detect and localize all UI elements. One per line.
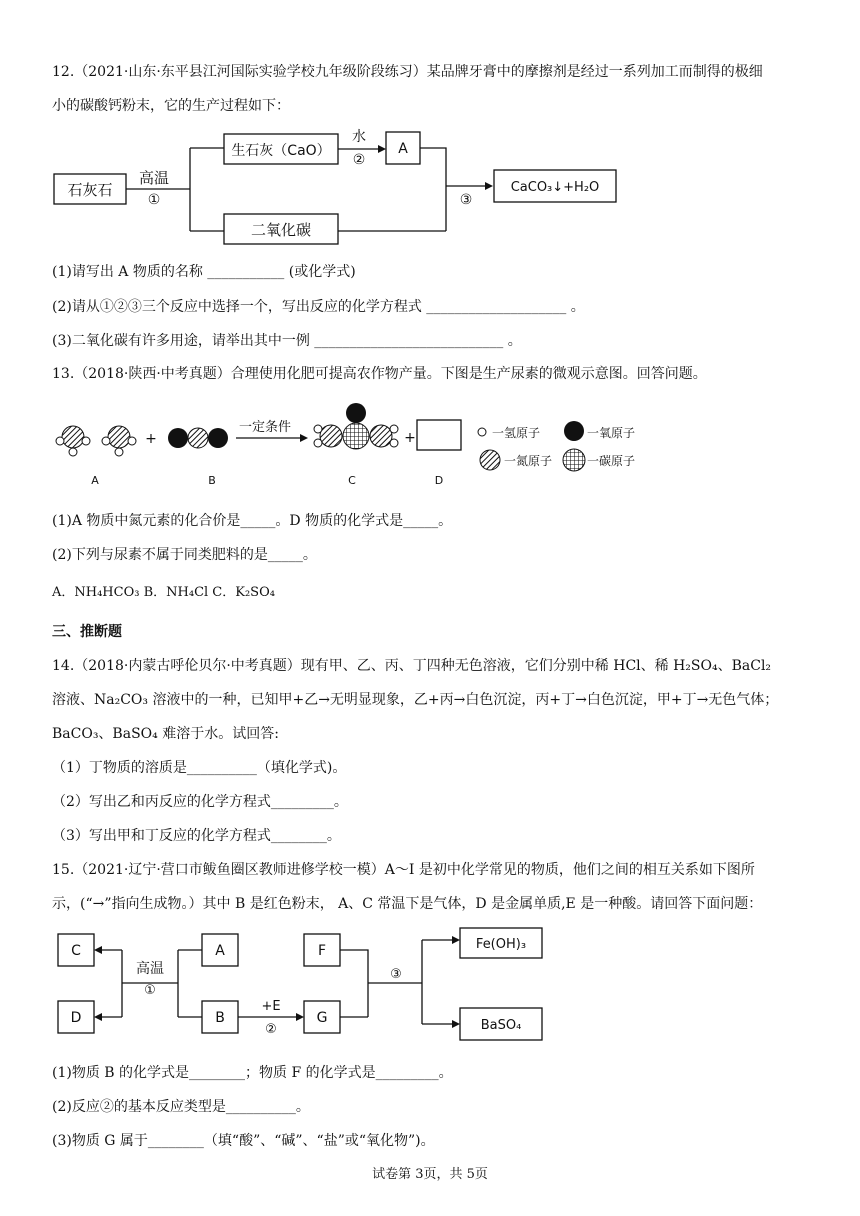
co2-label: 二氧化碳 — [250, 221, 312, 239]
svg-text:D: D — [70, 1010, 82, 1026]
condition-label: 一定条件 — [238, 420, 292, 435]
q15-circle1: ① — [144, 983, 156, 998]
plus-2: + — [404, 430, 416, 446]
water-label: 水 — [352, 129, 366, 145]
molecule-a-2 — [102, 426, 136, 456]
q13-molecule-diagram — [50, 396, 670, 496]
q15-circle2: ② — [265, 1022, 277, 1037]
q14-sub2: （2）写出乙和丙反应的化学方程式_________。 — [52, 794, 348, 810]
q14-line3: BaCO₃、BaSO₄ 难溶于水。试回答: — [52, 726, 279, 742]
molecule-d-box — [417, 420, 461, 450]
molecule-b — [168, 428, 228, 448]
circle1-label: ① — [147, 192, 161, 208]
q15-line2: 示，(“→”指向生成物。）其中 B 是红色粉末， A、C 常温下是气体，D 是金属单质,E 是一种酸。请回答下面问题： — [52, 896, 763, 912]
svg-text:G: G — [316, 1010, 328, 1026]
molecule-c — [314, 403, 398, 449]
svg-text:F: F — [317, 943, 327, 959]
label-b: B — [208, 474, 216, 487]
q12-sub1: (1)请写出 A 物质的名称 ___________ (或化学式) — [52, 264, 356, 280]
label-c: C — [348, 474, 356, 487]
q14-header: 14.（2018·内蒙古呼伦贝尔·中考真题）现有甲、乙、丙、丁四种无色溶液，它们分别中稀 HCl、稀 H₂SO₄、BaCl₂ — [52, 658, 772, 674]
q14-sub3: （3）写出甲和丁反应的化学方程式________。 — [52, 828, 341, 844]
q15-sub3: (3)物质 G 属于________（填“酸”、“碱”、“盐”或“氧化物”)。 — [52, 1133, 435, 1149]
circle3-label: ③ — [459, 192, 473, 208]
q13-sub2: (2)下列与尿素不属于同类肥料的是_____。 — [52, 547, 317, 563]
q15-header: 15.（2021·辽宁·营口市鲅鱼圈区教师进修学校一模）A～I 是初中化学常见的物质，他们之间的相互关系如下图所 — [52, 862, 755, 878]
page-footer: 试卷第 3页，共 5页 — [372, 1167, 488, 1182]
svg-text:BaSO₄: BaSO₄ — [480, 1018, 522, 1033]
svg-text:Fe(OH)₃: Fe(OH)₃ — [475, 937, 527, 952]
q12-sub3: (3)二氧化碳有许多用途，请举出其中一例 ___________________________ 。 — [52, 333, 522, 349]
section-3-title: 三、推断题 — [52, 624, 122, 640]
high-temp-label: 高温 — [138, 169, 170, 187]
svg-text:C: C — [71, 943, 81, 959]
legend-nitrogen — [480, 450, 552, 470]
q12-sub2: (2)请从①②③三个反应中选择一个，写出反应的化学方程式 ____________________ 。 — [52, 299, 585, 315]
label-a: A — [91, 474, 99, 487]
q14-sub1: （1）丁物质的溶质是__________（填化学式)。 — [52, 760, 347, 776]
svg-text:一碳原子: 一碳原子 — [587, 454, 636, 468]
limestone-label: 石灰石 — [67, 181, 113, 199]
svg-text:A: A — [215, 943, 225, 959]
label-d: D — [434, 474, 444, 487]
legend-oxygen — [564, 421, 635, 441]
plus-e-label: +E — [261, 999, 281, 1014]
plus-1: + — [145, 431, 157, 447]
q12-flow-diagram — [50, 124, 630, 248]
svg-text:一氧原子: 一氧原子 — [587, 426, 636, 440]
q15-circle3: ③ — [390, 967, 402, 982]
svg-text:一氮原子: 一氮原子 — [504, 454, 553, 468]
molecule-a-1 — [56, 426, 90, 456]
q13-sub1: (1)A 物质中氮元素的化合价是_____。D 物质的化学式是_____。 — [52, 513, 453, 529]
box-a-label: A — [398, 141, 408, 157]
legend-hydrogen — [478, 426, 540, 440]
q12-header: 12.（2021·山东·东平县江河国际实验学校九年级阶段练习）某品牌牙膏中的摩擦剂是经过一系列加工而制得的极细 — [52, 64, 763, 80]
product-label: CaCO₃↓+H₂O — [510, 180, 600, 195]
q13-header: 13.（2018·陕西·中考真题）合理使用化肥可提高农作物产量。下图是生产尿素的微观示意图。回答问题。 — [52, 366, 707, 382]
q13-options: A．NH₄HCO₃ B．NH₄Cl C．K₂SO₄ — [52, 585, 275, 600]
q15-sub2: (2)反应②的基本反应类型是__________。 — [52, 1099, 310, 1115]
q15-high-temp: 高温 — [136, 961, 164, 977]
circle2-label: ② — [352, 152, 366, 168]
quicklime-label: 生石灰（CaO） — [231, 143, 331, 159]
q15-flow-diagram — [50, 926, 570, 1042]
q12-header-cont: 小的碳酸钙粉末，它的生产过程如下： — [52, 98, 290, 114]
q14-line2: 溶液、Na₂CO₃ 溶液中的一种，已知甲+乙→无明显现象，乙+丙→白色沉淀，丙+丁→白色沉淀，甲+丁→无色气体； — [52, 692, 779, 708]
legend-carbon — [563, 449, 635, 471]
svg-text:一氢原子: 一氢原子 — [492, 426, 541, 440]
q15-sub1: (1)物质 B 的化学式是________；物质 F 的化学式是_________。 — [52, 1065, 453, 1081]
svg-text:B: B — [215, 1010, 225, 1026]
